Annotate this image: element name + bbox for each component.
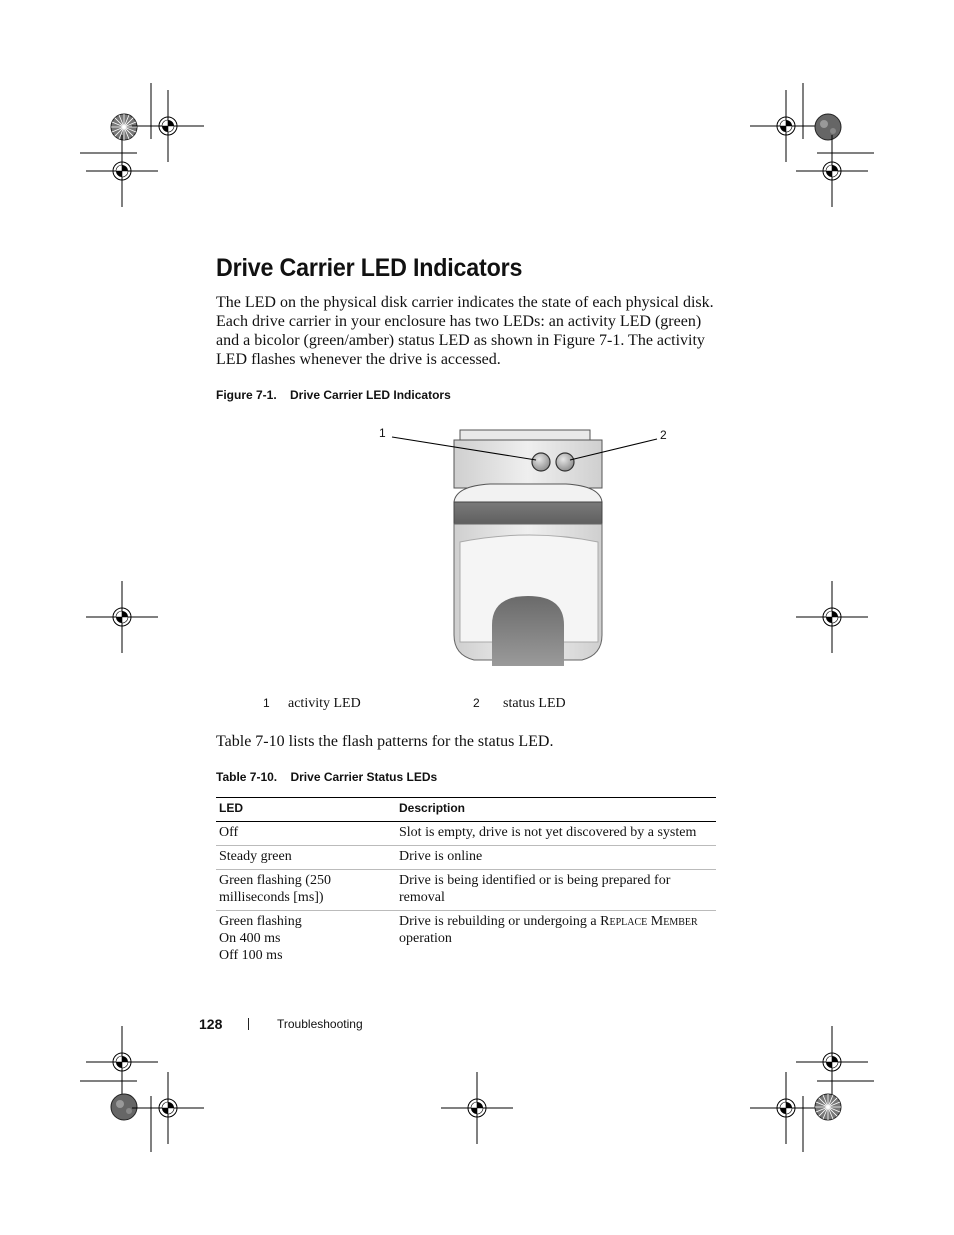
table-row [216,846,716,870]
description-text: operation [399,931,452,946]
led-line: Off 100 ms [219,948,283,963]
led-line: On 400 ms [219,931,281,946]
description-text: Drive is online [399,849,483,864]
led-line: milliseconds [ms]) [219,890,324,905]
led-cell [216,911,396,969]
table-caption: Table 7-10. Drive Carrier Status LEDs [216,770,438,784]
description-text: Drive is rebuilding or undergoing a [399,914,601,929]
figure-legend [263,696,361,712]
intro-line: and a bicolor (green/amber) status LED as shown in Figure 7-1. The activity [216,332,705,349]
description-cell [396,846,716,870]
footer-section: Troubleshooting [277,1017,363,1031]
page-title: Drive Carrier LED Indicators [216,254,523,282]
description-text: Drive is being identified or is being prepared for removal [399,873,671,905]
figure-legend [473,696,566,712]
led-line: Off [219,825,239,840]
intro-paragraph [216,293,716,369]
legend-label: status LED [503,696,566,711]
led-cell [216,822,396,846]
legend-number: 1 [263,696,270,710]
table-row [216,870,716,911]
page-number: 128 [199,1016,223,1032]
table-row [216,911,716,969]
legend-label: activity LED [288,696,361,711]
table-row [216,822,716,846]
description-cell [396,911,716,969]
table-intro: Table 7-10 lists the flash patterns for the status LED. [216,733,554,750]
callout-2: 2 [660,428,667,442]
table-header-row [216,798,716,822]
intro-line: Each drive carrier in your enclosure has two LEDs: an activity LED (green) [216,313,702,330]
callout-1: 1 [379,426,386,440]
column-header-led: LED [216,798,396,822]
footer-separator [248,1018,249,1030]
status-led-table [216,797,716,968]
led-line: Green flashing [219,914,302,929]
column-header-description: Description [396,798,716,822]
drive-carrier-illustration [370,420,680,670]
legend-number: 2 [473,696,480,710]
led-cell [216,870,396,911]
intro-line: LED flashes whenever the drive is accessed. [216,351,501,368]
figure-caption: Figure 7-1. Drive Carrier LED Indicators [216,388,451,402]
description-cell [396,870,716,911]
description-term: Replace Member [600,914,698,929]
description-cell [396,822,716,846]
led-line: Green flashing (250 [219,873,331,888]
description-text: Slot is empty, drive is not yet discovered by a system [399,825,697,840]
led-line: Steady green [219,849,292,864]
intro-line: The LED on the physical disk carrier indicates the state of each physical disk. [216,294,714,311]
led-cell [216,846,396,870]
